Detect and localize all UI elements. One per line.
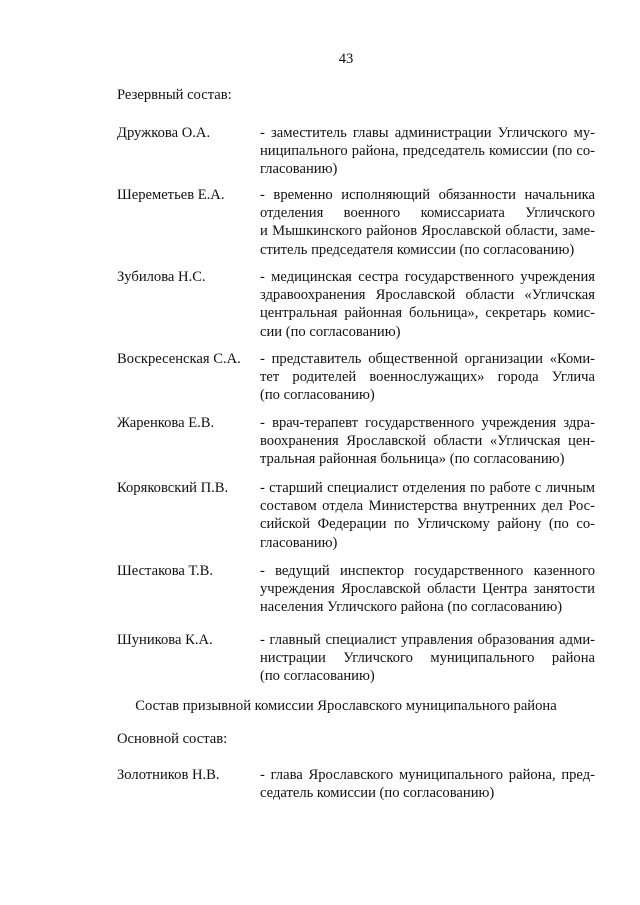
member-row: [117, 562, 595, 617]
member-role-line: ститель председателя комиссии (по согласованию): [260, 241, 575, 258]
member-name: Жаренкова Е.В.: [117, 415, 215, 431]
member-row: [117, 414, 595, 469]
member-name: Золотников Н.В.: [117, 767, 220, 783]
member-role-line: тральная районная больница» (по согласованию): [260, 451, 565, 468]
member-role-line: здравоохранения Ярославской области «Угличская: [260, 287, 595, 304]
member-role: [260, 124, 595, 179]
member-role: [260, 479, 595, 552]
member-name: Дружкова О.А.: [117, 125, 211, 141]
member-role-line: (по согласованию): [260, 387, 375, 404]
member-role: [260, 766, 595, 802]
reserve-section-label: Резервный состав:: [117, 87, 232, 103]
member-role: [260, 350, 595, 405]
member-role: [260, 562, 595, 617]
member-role-line: сии (по согласованию): [260, 323, 401, 340]
commission-heading: Состав призывной комиссии Ярославского муниципального района: [135, 698, 557, 714]
member-role-line: воохранения Ярославской области «Угличская цен-: [260, 433, 595, 450]
member-name: Коряковский П.В.: [117, 480, 229, 496]
member-role-line: гласованию): [260, 534, 338, 551]
member-role: [260, 414, 595, 469]
member-row: [117, 350, 595, 405]
member-role-line: населения Угличского района (по согласованию): [260, 599, 563, 616]
member-name: Шестакова Т.В.: [117, 563, 214, 579]
member-name: Воскресенская С.А.: [117, 351, 241, 367]
member-role-line: - представитель общественной организации «Коми-: [260, 351, 595, 367]
member-role-line: нистрации Угличского муниципального района: [260, 650, 595, 667]
member-role: [260, 186, 595, 259]
member-role-line: - ведущий инспектор государственного казенного: [260, 563, 595, 579]
member-role: [260, 631, 595, 686]
member-row: [117, 186, 595, 259]
member-role-line: составом отдела Министерства внутренних дел Рос-: [260, 498, 595, 515]
member-role-line: сийской Федерации по Угличскому району (по со-: [260, 516, 595, 533]
member-role-line: центральная районная больница», секретарь комис-: [260, 305, 595, 322]
member-role-line: - врач-терапевт государственного учреждения здра-: [260, 415, 595, 431]
member-role-line: тет родителей военнослужащих» города Углича: [260, 369, 595, 386]
member-role-line: - главный специалист управления образования адми-: [260, 632, 595, 648]
member-role-line: - заместитель главы администрации Угличского му-: [260, 125, 595, 141]
member-row: [117, 766, 595, 802]
member-role-line: и Мышкинского районов Ярославской области, заме-: [260, 223, 595, 240]
main-section-label: Основной состав:: [117, 731, 228, 747]
member-role-line: учреждения Ярославской области Центра занятости: [260, 581, 595, 598]
member-row: [117, 631, 595, 686]
member-role-line: - медицинская сестра государственного учреждения: [260, 269, 595, 285]
member-role-line: ниципального района, председатель комиссии (по со-: [260, 143, 595, 160]
member-role-line: - старший специалист отделения по работе с личным: [260, 480, 595, 496]
member-role-line: - глава Ярославского муниципального района, пред-: [260, 767, 595, 783]
member-name: Шереметьев Е.А.: [117, 187, 225, 203]
member-role: [260, 268, 595, 341]
member-row: [117, 124, 595, 179]
page-number: 43: [338, 51, 354, 67]
member-name: Шуникова К.А.: [117, 632, 213, 648]
member-role-line: седатель комиссии (по согласованию): [260, 785, 495, 802]
member-role-line: гласованию): [260, 161, 338, 178]
member-role-line: - временно исполняющий обязанности начальника: [260, 187, 595, 203]
member-row: [117, 268, 595, 341]
member-role-line: (по согласованию): [260, 668, 375, 685]
member-row: [117, 479, 595, 552]
member-name: Зубилова Н.С.: [117, 269, 206, 285]
member-role-line: отделения военного комиссариата Угличского: [260, 205, 595, 222]
